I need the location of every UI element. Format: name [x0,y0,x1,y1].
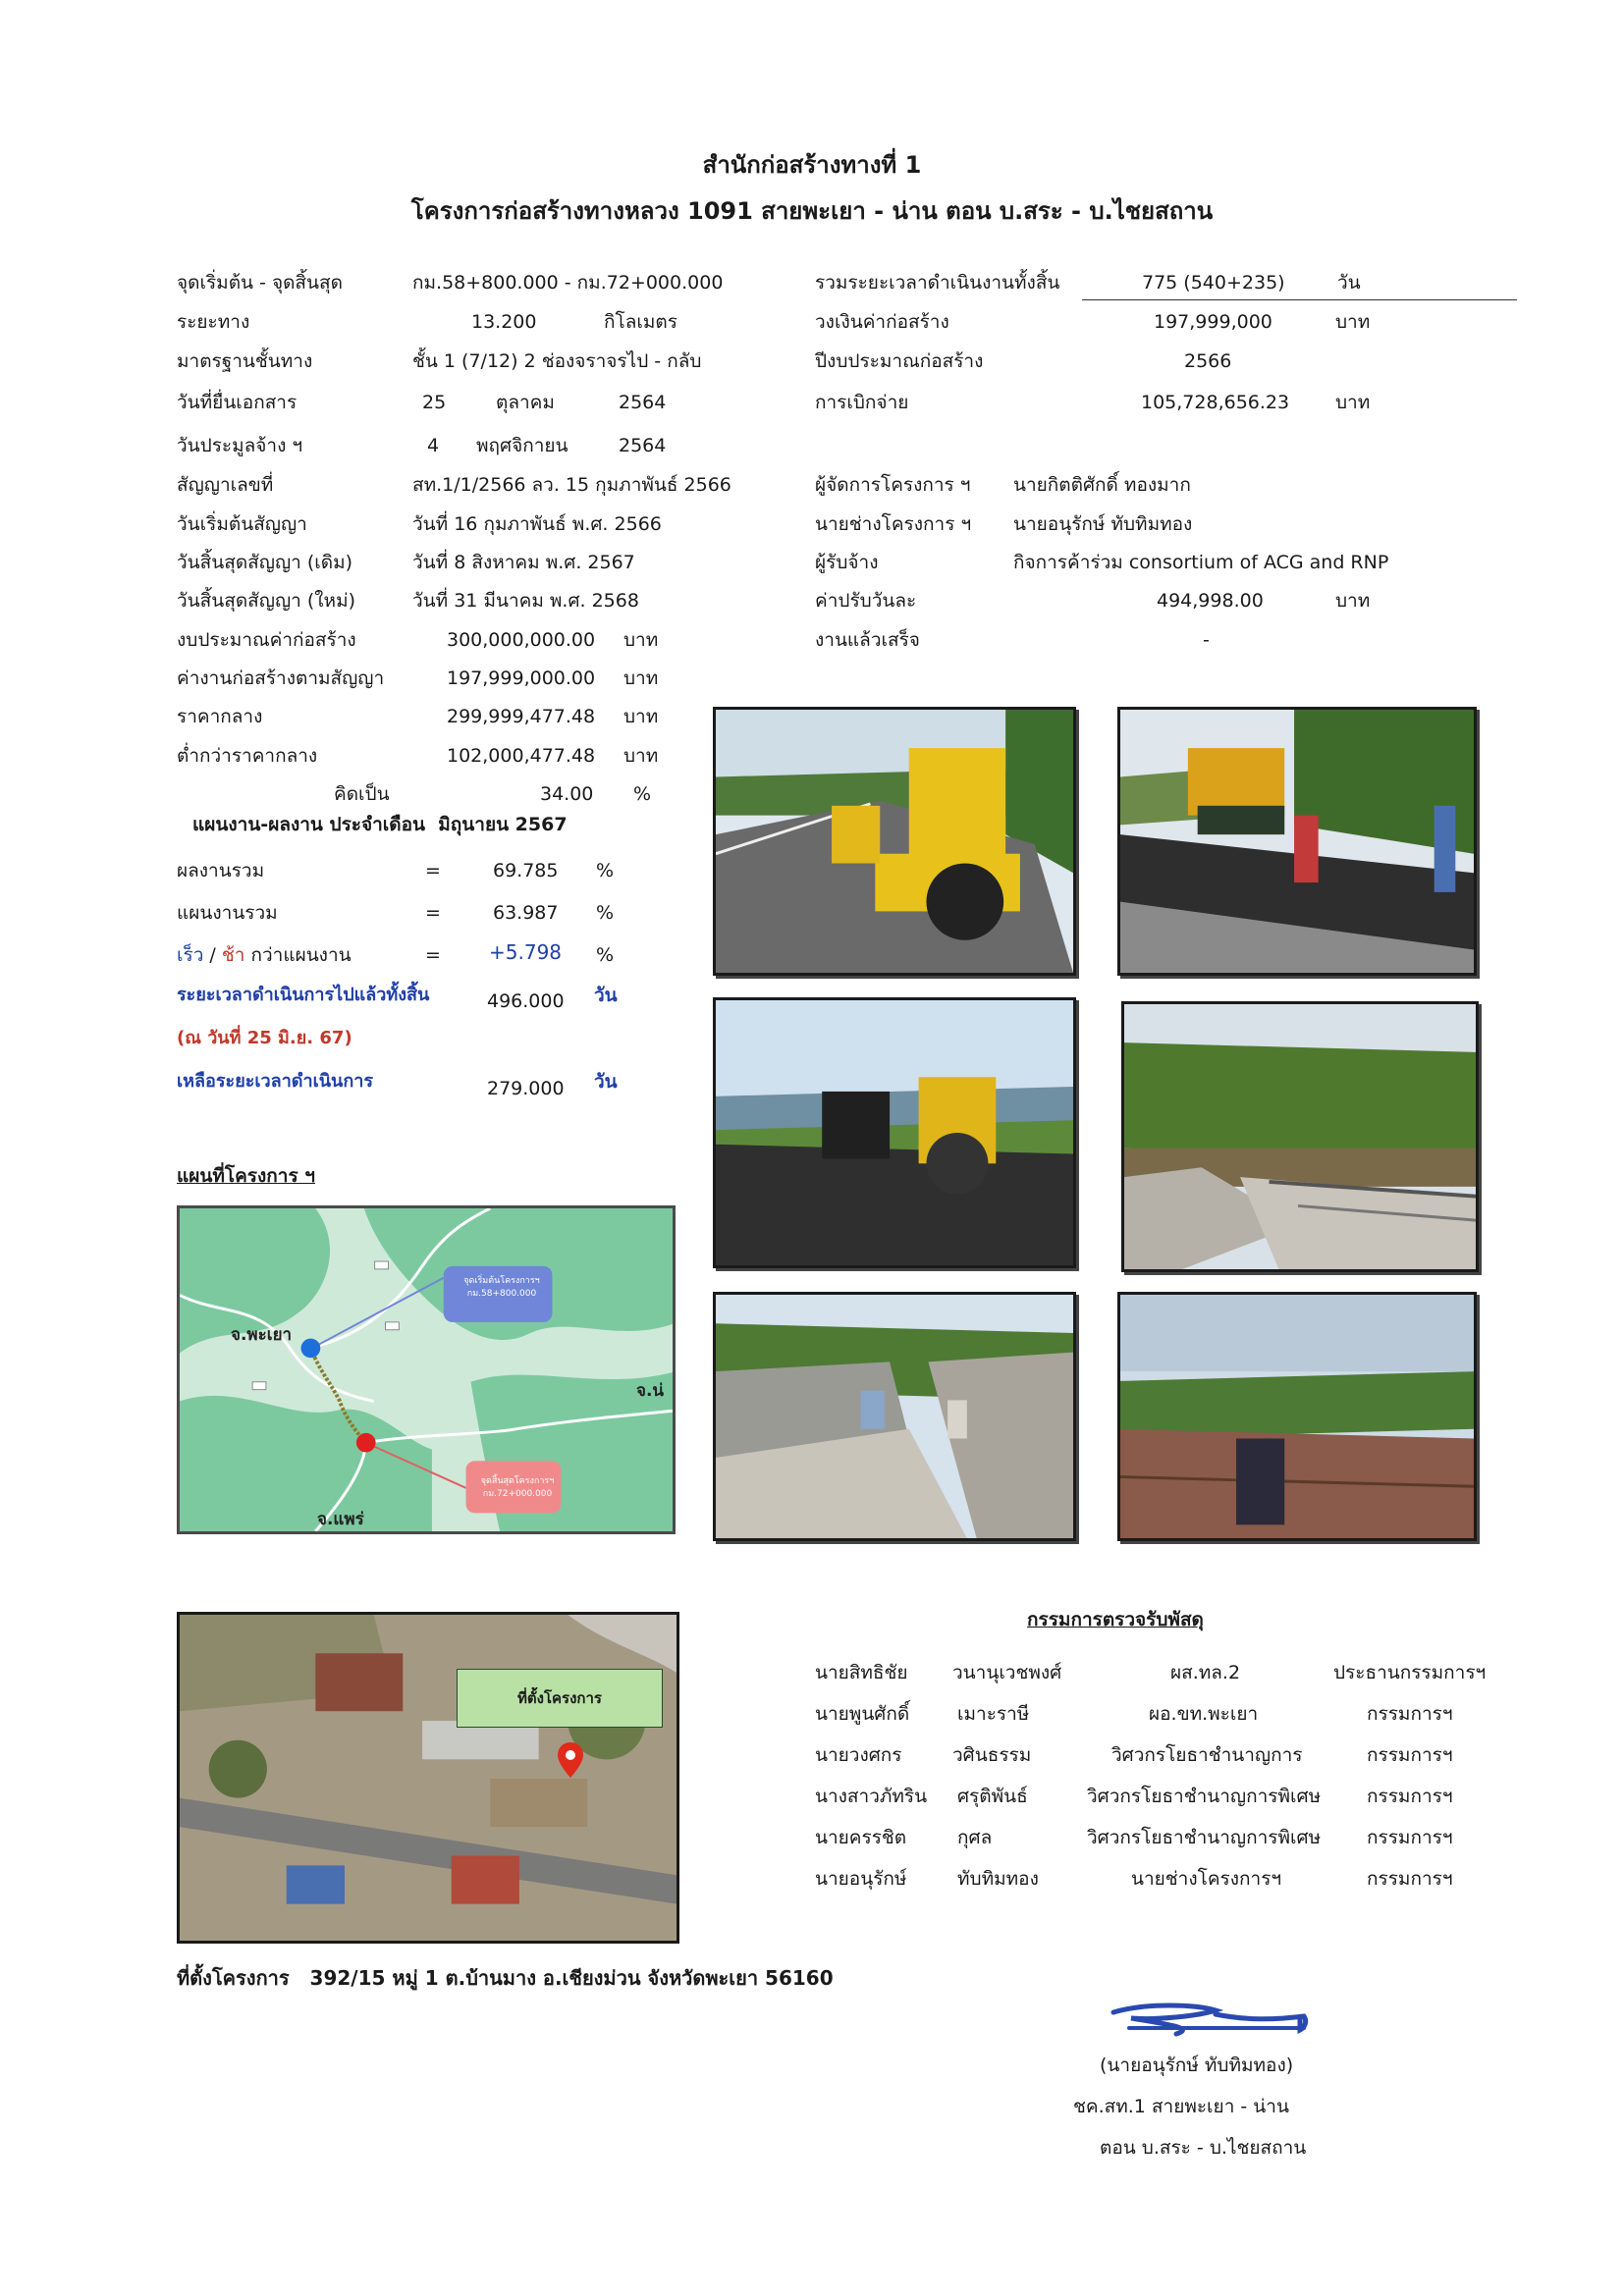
actual-label: ผลงานรวม [177,860,265,881]
contractor-label: ผู้รับจ้าง [815,552,879,573]
bid-year: 2564 [619,435,667,456]
completion-value: - [1203,629,1210,651]
median-value: 299,999,477.48 [447,706,596,727]
start-callout [447,1275,557,1301]
start-callout-title: จุดเริ่มต้นโครงการฯ [463,1276,540,1286]
total-time-unit: วัน [1337,272,1361,294]
project-title: โครงการก่อสร้างทางหลวง 1091 สายพะเยา - น่าน ตอน บ.สระ - บ.ไชยสถาน [410,197,1214,225]
member-last-name: วศินธรรม [952,1744,1032,1766]
member-position: วิศวกรโยธาชำนาญการพิเศษ [1087,1786,1322,1807]
diff-eq: = [425,944,441,966]
member-last-name: ศรุติพันธ์ [957,1786,1028,1807]
contract-start-value: วันที่ 16 กุมภาพันธ์ พ.ศ. 2566 [412,513,662,535]
total-time-value: 775 (540+235) [1142,272,1285,294]
signature-name: (นายอนุรักษ์ ทับทิมทอง) [1100,2055,1294,2076]
engineer-value: นายอนุรักษ์ ทับทิมทอง [1013,513,1193,535]
bid-label: วันประมูลจ้าง ฯ [177,435,303,456]
bid-day: 4 [427,435,440,456]
end-callout-title: จุดสิ้นสุดโครงการฯ [480,1476,555,1486]
budget-value: 300,000,000.00 [447,629,596,651]
progress-heading-month: มิถุนายน 2567 [438,814,568,835]
location-pin-icon [558,1742,583,1778]
distance-unit: กิโลเมตร [604,311,677,333]
signature-image [1108,1999,1316,2042]
completion-label: งานแล้วเสร็จ [815,629,920,651]
site-address [177,1966,834,1990]
total-time-label: รวมระยะเวลาดำเนินงานทั้งสิ้น [815,272,1060,294]
bid-month: พฤศจิกายน [476,435,568,456]
contract-budget-value: 197,999,000 [1154,311,1272,333]
diff-pct: % [596,944,615,966]
progress-heading-prefix: แผนงาน-ผลงาน ประจำเดือน [192,814,426,835]
plan-label: แผนงานรวม [177,902,278,924]
signature-position-2: ตอน บ.สระ - บ.ไชยสถาน [1100,2137,1307,2159]
committee-heading: กรรมการตรวจรับพัสดุ [1027,1609,1204,1630]
member-first-name: นายพูนศักดิ์ [815,1703,910,1725]
actual-pct: % [596,860,615,881]
province-phayao: จ.พะเยา [231,1325,293,1345]
photo-road-roller [713,707,1076,976]
contract-budget-unit: บาท [1335,311,1371,333]
submit-day: 25 [422,392,447,413]
signature-position-1: ชค.สท.1 สายพะเยา - น่าน [1073,2096,1289,2117]
contract-cost-label: ค่างานก่อสร้างตามสัญญา [177,667,385,689]
plan-value: 63.987 [493,902,559,924]
map-heading: แผนที่โครงการ ฯ [177,1165,315,1187]
diff-slow: ช้า [221,944,245,966]
province-nan: จ.น่ [636,1381,665,1401]
diff-value: +5.798 [489,940,563,964]
project-map-graphic [180,1208,673,1531]
member-role: กรรมการฯ [1367,1744,1453,1766]
member-last-name: กุศล [957,1827,993,1848]
contract-end-old-value: วันที่ 8 สิงหาคม พ.ศ. 2567 [412,552,635,573]
contract-no-label: สัญญาเลขที่ [177,474,274,496]
diff-sep: / [203,944,222,966]
contract-end-old-label: วันสิ้นสุดสัญญา (เดิม) [177,552,353,573]
as-of-date: (ณ วันที่ 25 มิ.ย. 67) [177,1028,352,1048]
fiscal-year-label: ปีงบประมาณก่อสร้าง [815,350,984,372]
standard-value: ชั้น 1 (7/12) 2 ช่องจราจรไป - กลับ [412,350,702,372]
diff-label [177,943,352,967]
member-first-name: นายสิทธิชัย [815,1662,908,1683]
percent-sign: % [633,783,652,805]
below-median-value: 102,000,477.48 [447,745,596,767]
project-map [177,1205,676,1534]
member-role: กรรมการฯ [1367,1786,1453,1807]
start-end-label: จุดเริ่มต้น - จุดสิ้นสุด [177,272,343,294]
below-median-unit: บาท [623,745,659,767]
actual-value: 69.785 [493,860,559,881]
percent-label: คิดเป็น [334,783,390,805]
member-position: ผอ.ขท.พะเยา [1149,1703,1259,1725]
member-role: ประธานกรรมการฯ [1333,1662,1487,1683]
submit-month: ตุลาคม [496,392,555,413]
total-time-underline [1082,299,1517,300]
member-last-name: ทับทิมทอง [957,1868,1039,1890]
start-callout-km: กม.58+800.000 [466,1289,537,1299]
budget-unit: บาท [623,629,659,651]
site-satellite-image [177,1612,679,1944]
contract-budget-label: วงเงินค่าก่อสร้าง [815,311,949,333]
contractor-value: กิจการค้าร่วม consortium of ACG and RNP [1013,552,1389,573]
contract-end-new-label: วันสิ้นสุดสัญญา (ใหม่) [177,590,356,612]
member-position: ผส.ทล.2 [1170,1662,1241,1683]
contract-cost-value: 197,999,000.00 [447,667,596,689]
percent-value: 34.00 [540,783,594,805]
remaining-value: 279.000 [487,1078,565,1099]
photo-bridge-formwork [1121,1001,1479,1272]
plan-pct: % [596,902,615,924]
site-callout-text: ที่ตั้งโครงการ [517,1689,602,1707]
contract-cost-unit: บาท [623,667,659,689]
manager-value: นายกิตติศักดิ์ ทองมาก [1013,474,1191,496]
member-role: กรรมการฯ [1367,1868,1453,1890]
elapsed-value: 496.000 [487,990,565,1012]
contract-end-new-value: วันที่ 31 มีนาคม พ.ศ. 2568 [412,590,639,612]
manager-label: ผู้จัดการโครงการ ฯ [815,474,971,496]
remaining-unit: วัน [594,1071,618,1093]
diff-rest: กว่าแผนงาน [244,944,352,966]
distance-label: ระยะทาง [177,311,250,333]
disbursement-unit: บาท [1335,392,1371,413]
disbursement-label: การเบิกจ่าย [815,392,909,413]
member-role: กรรมการฯ [1367,1827,1453,1848]
member-position: นายช่างโครงการฯ [1131,1868,1282,1890]
photo-bridge-rebar [1117,1292,1477,1541]
contract-no-value: สท.1/1/2566 ลว. 15 กุมภาพันธ์ 2566 [412,474,731,496]
photo-asphalt-paver [1117,707,1477,976]
member-position: วิศวกรโยธาชำนาญการ [1111,1744,1303,1766]
site-address-label: ที่ตั้งโครงการ [177,1966,290,1990]
org-title: สำนักก่อสร้างทางที่ 1 [702,151,922,179]
budget-label: งบประมาณค่าก่อสร้าง [177,629,356,651]
member-last-name: วนานุเวชพงศ์ [952,1662,1062,1683]
member-first-name: นายวงศกร [815,1744,902,1766]
member-position: วิศวกรโยธาชำนาญการพิเศษ [1087,1827,1322,1848]
fine-label: ค่าปรับวันละ [815,590,917,612]
actual-eq: = [425,860,441,881]
distance-value: 13.200 [471,311,537,333]
engineer-label: นายช่างโครงการ ฯ [815,513,972,535]
member-first-name: นายอนุรักษ์ [815,1868,907,1890]
fiscal-year-value: 2566 [1184,350,1232,372]
plan-eq: = [425,902,441,924]
diff-fast: เร็ว [177,944,204,966]
disbursement-value: 105,728,656.23 [1141,392,1290,413]
fine-unit: บาท [1335,590,1371,612]
standard-label: มาตรฐานชั้นทาง [177,350,313,372]
end-callout-km: กม.72+000.000 [482,1489,553,1499]
photo-bridge-deck-workers [713,1292,1076,1541]
remaining-label: เหลือระยะเวลาดำเนินการ [177,1071,374,1092]
province-phrae: จ.แพร่ [317,1510,364,1529]
below-median-label: ต่ำกว่าราคากลาง [177,745,318,767]
site-address-value: 392/15 หมู่ 1 ต.บ้านมาง อ.เชียงม่วน จังหวัดพะเยา 56160 [309,1966,834,1990]
progress-heading [192,813,568,836]
submit-label: วันที่ยื่นเอกสาร [177,392,298,413]
elapsed-label: ระยะเวลาดำเนินการไปแล้วทั้งสิ้น [177,985,430,1005]
end-callout [469,1475,566,1501]
submit-year: 2564 [619,392,667,413]
member-first-name: นายครรชิต [815,1827,907,1848]
median-unit: บาท [623,706,659,727]
member-first-name: นางสาวภัทริน [815,1786,928,1807]
start-end-value: กม.58+800.000 - กม.72+000.000 [412,272,724,294]
fine-value: 494,998.00 [1157,590,1264,612]
member-last-name: เมาะราษี [957,1703,1030,1725]
member-role: กรรมการฯ [1367,1703,1453,1725]
elapsed-unit: วัน [594,985,618,1006]
median-label: ราคากลาง [177,706,263,727]
photo-road-paving [713,997,1076,1268]
contract-start-label: วันเริ่มต้นสัญญา [177,513,307,535]
